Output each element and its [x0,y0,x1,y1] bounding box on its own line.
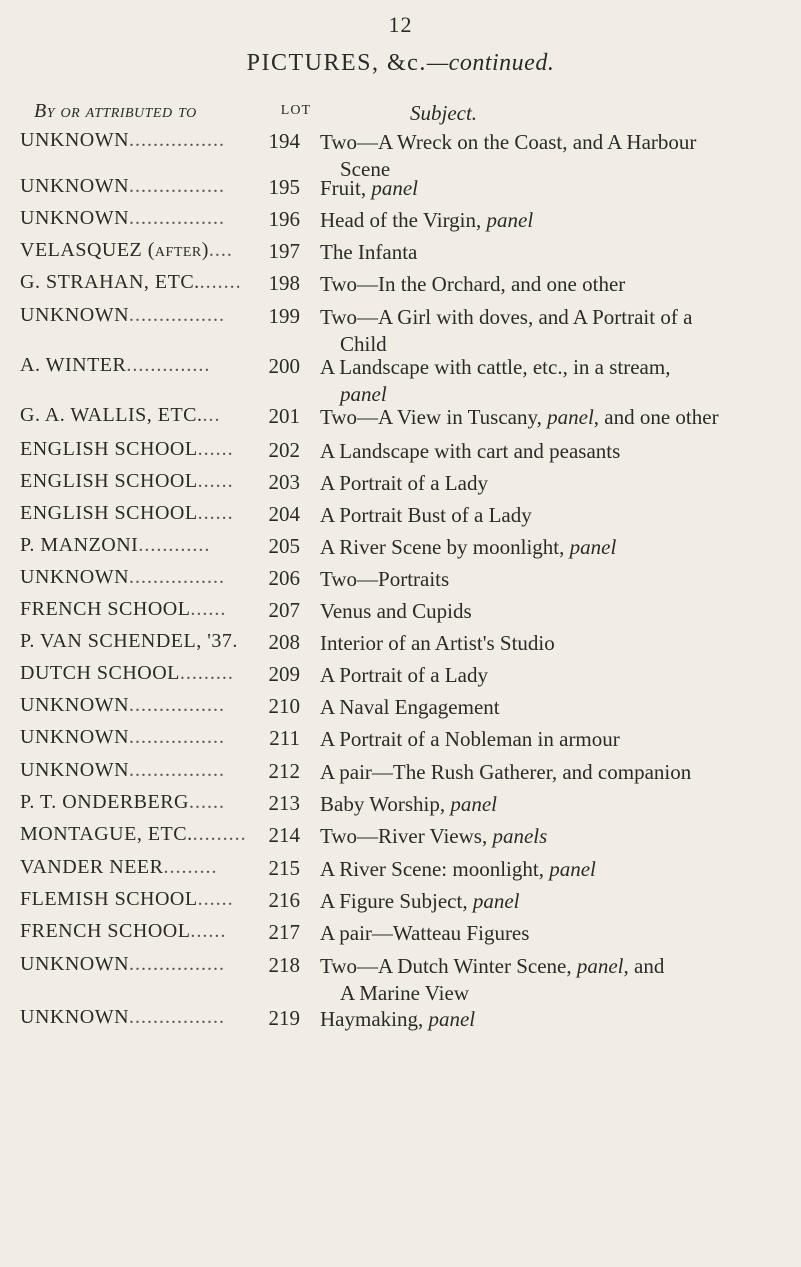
subject-main: A Portrait of a Nobleman in armour [320,727,620,751]
lot-number: 213 [268,791,300,815]
dot-leader: ...... [190,920,227,942]
dot-leader: ...... [189,791,226,813]
subject-continuation: Child [340,332,387,356]
subject-text [320,791,790,818]
dot-leader: ...... [190,598,227,620]
column-header-artist: By or attributed to [34,100,197,122]
heading-main: PICTURES, &c. [246,50,427,76]
lot-number: 208 [268,630,300,654]
subject-text [320,502,790,529]
lot-number: 198 [268,271,300,295]
dot-leader: ................ [129,1006,226,1028]
artist-label: FRENCH SCHOOL [20,920,191,942]
lot-number: 212 [268,759,300,783]
subject-main: A River Scene: moonlight, [320,857,550,881]
subject-medium: panel [547,405,594,429]
subject-medium: panel [428,1007,476,1031]
subject-text [320,598,790,625]
lot-number: 202 [268,438,300,462]
lot-number: 211 [269,726,300,750]
subject-medium: panel [371,176,418,200]
subject-continuation: A Marine View [340,981,469,1005]
dot-leader: .... [208,239,233,261]
artist-label: UNKNOWN [20,953,130,975]
dot-leader: ...... [197,888,234,910]
dot-leader: ................ [129,759,226,781]
subject-text [320,920,790,947]
artist-label: UNKNOWN [20,1006,130,1028]
subject-continuation-medium: panel [340,382,387,406]
subject-text [320,534,790,561]
dot-leader: ................ [129,953,226,975]
artist-label: ENGLISH SCHOOL [20,502,198,524]
subject-main: A Figure Subject, [320,889,473,913]
dot-leader: ................ [129,566,226,588]
dot-leader: ................ [129,207,226,229]
subject-main: Haymaking, [320,1007,429,1031]
subject-main: Two—Portraits [320,567,450,591]
artist-label: P. T. ONDERBERG [20,791,190,813]
dot-leader: ................ [129,129,226,151]
lot-number: 196 [268,207,300,231]
column-header-subject: Subject. [410,101,478,125]
subject-text [320,354,790,408]
subject-main: The Infanta [320,240,418,264]
dot-leader: ......... [192,823,247,845]
subject-text [320,470,790,497]
lot-number: 195 [268,175,300,199]
artist-label: FRENCH SCHOOL [20,598,191,620]
lot-number: 216 [268,888,300,912]
subject-medium: panel [450,792,497,816]
subject-main: Head of the Virgin, [320,208,487,232]
subject-main: A River Scene by moonlight, [320,535,570,559]
subject-text [320,856,790,883]
dot-leader: ...... [197,502,234,524]
lot-number: 209 [268,662,300,686]
subject-main: A pair—The Rush Gatherer, and companion [320,760,692,784]
subject-main: Two—River Views, [320,824,493,848]
subject-main: Venus and Cupids [320,599,472,623]
subject-main: Two—A View in Tuscany, [320,405,548,429]
subject-main: Two—A Dutch Winter Scene, [320,954,577,978]
subject-main: Baby Worship, [320,792,451,816]
dot-leader: ................ [129,726,226,748]
artist-label: ENGLISH SCHOOL [20,438,198,460]
subject-main: A Landscape with cattle, etc., in a stream, [320,355,671,379]
dot-leader: ................ [129,304,226,326]
subject-medium: panel [569,535,617,559]
dot-leader: ... [202,404,221,426]
artist-label: UNKNOWN [20,207,130,229]
dot-leader: ......... [179,662,234,684]
lot-number: 205 [268,534,300,558]
lot-number: 201 [268,404,300,428]
lot-number: 214 [268,823,300,847]
artist-label: FLEMISH SCHOOL [20,888,198,910]
subject-text [320,566,790,593]
subject-medium: panel [472,889,520,913]
subject-text [320,304,790,358]
artist-label: UNKNOWN [20,175,130,197]
subject-main: Interior of an Artist's Studio [320,631,555,655]
artist-label: P. MANZONI [20,534,139,556]
artist-label: A. WINTER [20,354,127,376]
artist-label: ENGLISH SCHOOL [20,470,198,492]
subject-text [320,694,790,721]
artist-label: G. STRAHAN, ETC. [20,271,200,293]
dot-leader: .............. [126,354,211,376]
lot-number: 197 [268,239,300,263]
subject-main: Two—A Girl with doves, and A Portrait of a [320,305,693,329]
artist-label: G. A. WALLIS, ETC. [20,404,203,426]
subject-text [320,438,790,465]
dot-leader: ...... [197,470,234,492]
subject-main: Two—A Wreck on the Coast, and A Harbour [320,130,697,154]
subject-text [320,239,790,266]
lot-number: 207 [268,598,300,622]
heading-continued: —continued. [426,50,555,76]
subject-text [320,759,790,786]
subject-main: A Portrait of a Lady [320,471,488,495]
subject-main: Fruit, [320,176,372,200]
subject-text [320,630,790,657]
artist-label: UNKNOWN [20,304,130,326]
column-header-lot: LOT [280,103,311,118]
artist-label: VELASQUEZ (after) [20,239,209,261]
subject-after: , and one other [593,405,719,429]
subject-main: A Portrait of a Lady [320,663,488,687]
subject-text [320,726,790,753]
lot-number: 200 [268,354,300,378]
artist-label: UNKNOWN [20,129,130,151]
subject-text [320,1006,790,1033]
artist-label: UNKNOWN [20,726,130,748]
page-heading [0,50,801,77]
artist-label: UNKNOWN [20,694,130,716]
lot-number: 206 [268,566,300,590]
dot-leader: ................ [129,175,226,197]
lot-number: 203 [268,470,300,494]
subject-text [320,662,790,689]
artist-label: P. VAN SCHENDEL, '37. [20,630,238,652]
subject-text [320,207,790,234]
subject-main: A Naval Engagement [320,695,500,719]
subject-text [320,404,790,431]
artist-label: DUTCH SCHOOL [20,662,180,684]
subject-medium: panel [486,208,534,232]
dot-leader: ......... [163,856,218,878]
lot-number: 217 [268,920,300,944]
subject-medium: panel [576,954,624,978]
subject-after: , and [623,954,665,978]
dot-leader: ...... [197,438,234,460]
lot-number: 204 [268,502,300,526]
subject-main: A Landscape with cart and peasants [320,439,621,463]
subject-text [320,953,790,1007]
artist-label: UNKNOWN [20,566,130,588]
dot-leader: ....... [199,271,242,293]
subject-text [320,271,790,298]
subject-medium: panel [549,857,596,881]
page-number: 12 [388,12,413,37]
lot-number: 199 [268,304,300,328]
subject-main: A Portrait Bust of a Lady [320,503,532,527]
lot-number: 218 [268,953,300,977]
dot-leader: ................ [129,694,226,716]
subject-text [320,823,790,850]
artist-label: VANDER NEER [20,856,164,878]
lot-number: 210 [268,694,300,718]
subject-text [320,888,790,915]
subject-continuation: Scene [340,157,391,181]
subject-text [320,175,790,202]
dot-leader: ............ [138,534,211,556]
subject-medium: panels [492,824,548,848]
lot-number: 215 [268,856,300,880]
subject-main: A pair—Watteau Figures [320,921,530,945]
artist-label: UNKNOWN [20,759,130,781]
lot-number: 194 [268,129,300,153]
artist-label: MONTAGUE, ETC. [20,823,193,845]
subject-main: Two—In the Orchard, and one other [320,272,626,296]
lot-number: 219 [268,1006,300,1030]
